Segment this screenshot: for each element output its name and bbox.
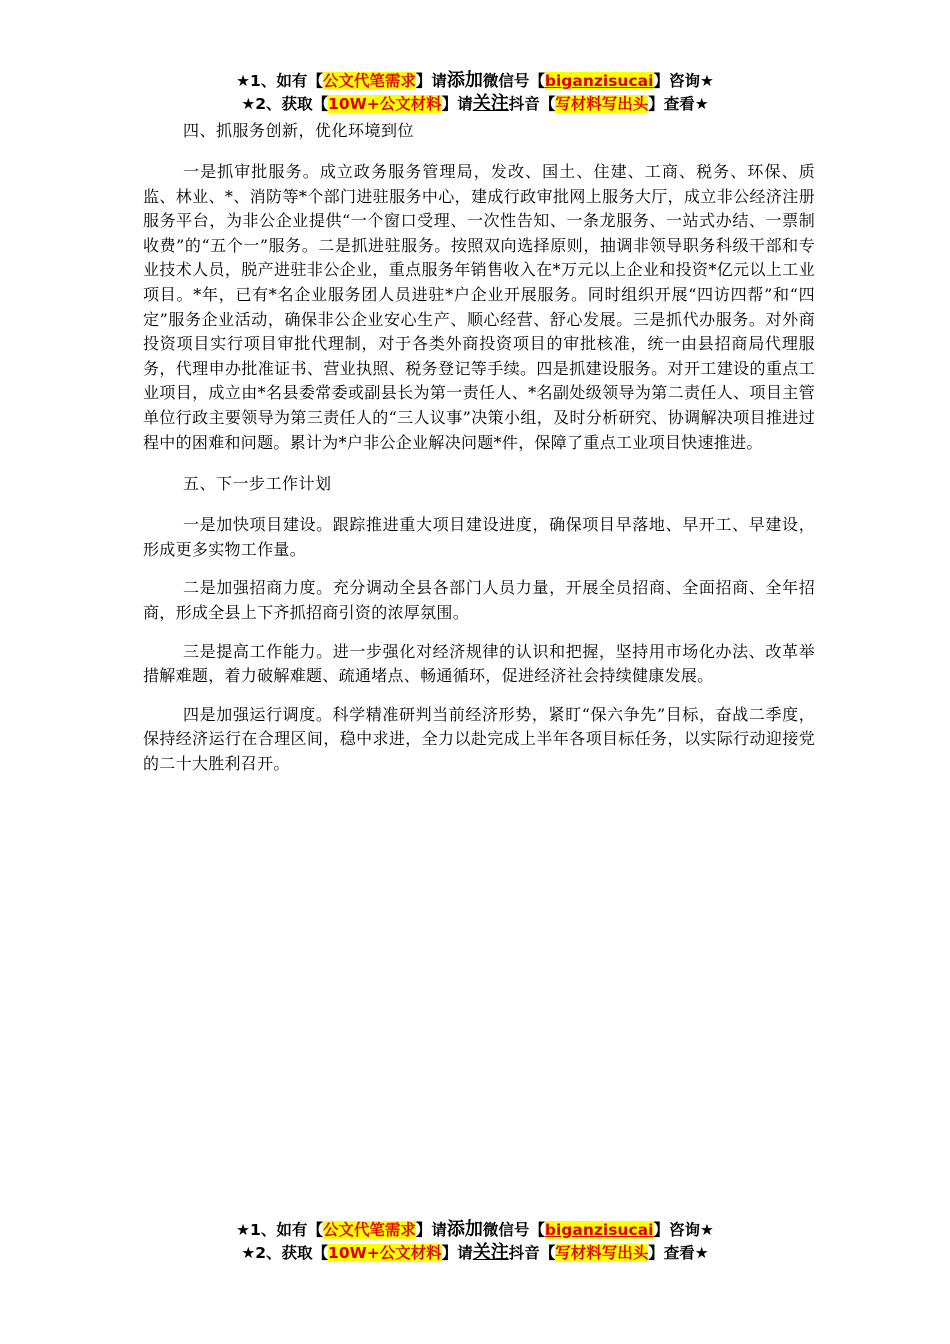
douyin-account: 写材料写出头 — [555, 95, 649, 113]
promo-line-2-bottom: ★2、获取【10W+公文材料】请关注抖音【写材料写出头】查看★ — [241, 1242, 709, 1263]
plan-item-2: 二是加强招商力度。充分调动全县各部门人员力量，开展全员招商、全面招商、全年招商，形成全县上下齐抓招商引资的浓厚氛围。 — [143, 578, 815, 622]
top-promo-banner — [0, 69, 950, 115]
promo-highlight-service: 公文代笔需求 — [322, 72, 416, 90]
bottom-promo-banner — [0, 1218, 950, 1264]
section-5-heading: 五、下一步工作计划 — [183, 474, 332, 494]
section-4-heading: 四、抓服务创新，优化环境到位 — [183, 121, 415, 140]
wechat-id-link[interactable]: biganzisucai — [544, 1221, 654, 1239]
promo-highlight-materials: 10W+公文材料 — [328, 1244, 442, 1262]
plan-item-1: 一是加快项目建设。跟踪推进重大项目建设进度，确保项目早落地、早开工、早建设，形成更多实物工作量。 — [143, 515, 815, 559]
promo-line-1: ★1、如有【公文代笔需求】请添加微信号【biganzisucai】咨询★ — [236, 70, 714, 91]
promo-line-1-bottom: ★1、如有【公文代笔需求】请添加微信号【biganzisucai】咨询★ — [236, 1219, 714, 1240]
promo-highlight-service: 公文代笔需求 — [322, 1221, 416, 1239]
promo-line-2: ★2、获取【10W+公文材料】请关注抖音【写材料写出头】查看★ — [241, 93, 709, 114]
section-4-paragraph: 一是抓审批服务。成立政务服务管理局，发改、国土、住建、工商、税务、环保、质监、林业、*、消防等*个部门进驻服务中心，建成行政审批网上服务大厅，成立非公经济注册服务平台，为非公企业提供“一个窗口受理、一次性告知、一条龙服务、一站式办结、一票制收费”的“五个一”服务。二是抓进驻服务。按照双向选择原则，抽调非领导职务科级干部和专业技术人员，脱产进驻非公企业，重点服务年销售收入在*万元以上企业和投资*亿元以上工业项目。*年，已有*名企业服务团人员进驻*户企业开展服务。同时组织开展“四访四帮”和“四定”服务企业活动，确保非公企业安心生产、顺心经营、舒心发展。三是抓代办服务。对外商投资项目实行项目审批代理制，对于各类外商投资项目的审批核准，统一由县招商局代理服务，代理申办批准证书、营业执照、税务登记等手续。四是抓建设服务。对开工建设的重点工业项目，成立由*名县委常委或副县长为第一责任人、*名副处级领导为第二责任人、项目主管单位行政主要领导为第三责任人的“三人议事”决策小组，及时分析研究、协调解决项目推进过程中的困难和问题。累计为*户非公企业解决问题*件，保障了重点工业项目快速推进。 — [143, 162, 815, 452]
plan-item-3: 三是提高工作能力。进一步强化对经济规律的认识和把握，坚持用市场化办法、改革举措解难题，着力破解难题、疏通堵点、畅通循环，促进经济社会持续健康发展。 — [143, 641, 815, 686]
wechat-id-link[interactable]: biganzisucai — [544, 72, 654, 90]
document-body — [143, 118, 815, 790]
plan-item-4: 四是加强运行调度。科学精准研判当前经济形势，紧盯“保六争先”目标，奋战二季度，保持经济运行在合理区间，稳中求进，全力以赴完成上半年各项目标任务，以实际行动迎接党的二十大胜利召开。 — [143, 704, 815, 773]
promo-highlight-materials: 10W+公文材料 — [328, 95, 442, 113]
douyin-account: 写材料写出头 — [555, 1244, 649, 1262]
